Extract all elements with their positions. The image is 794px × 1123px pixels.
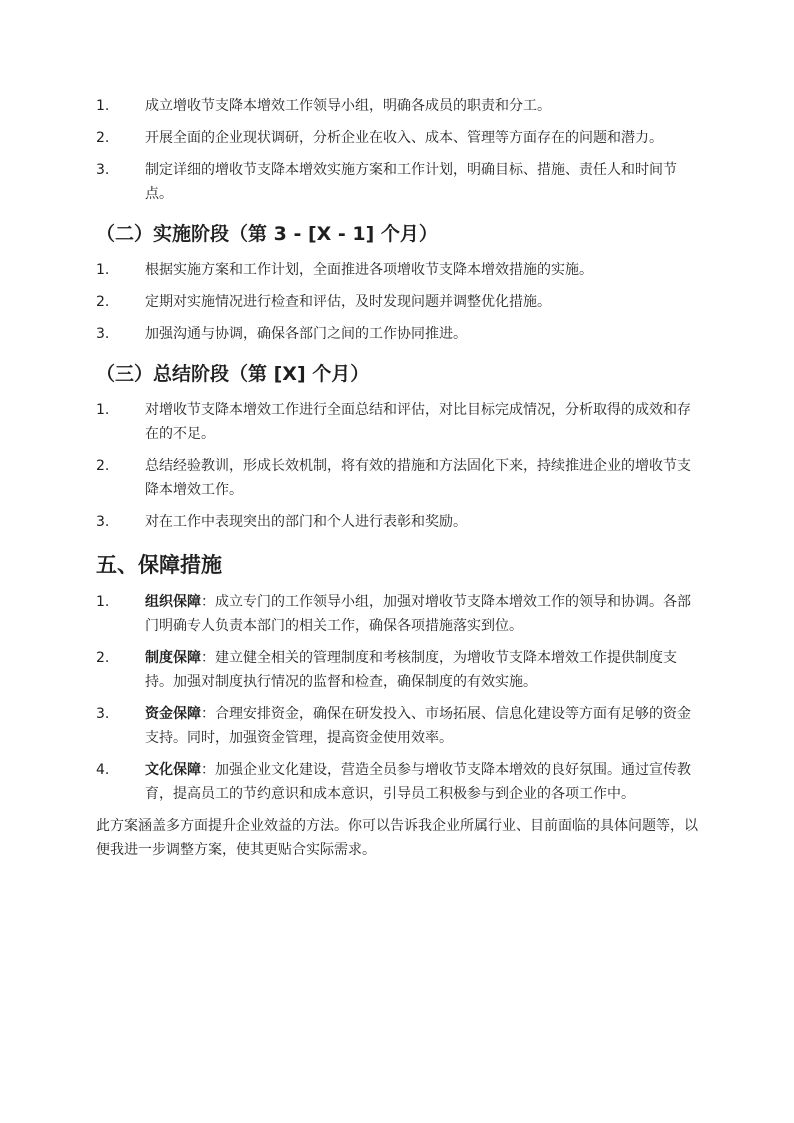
item-content [145, 646, 700, 694]
item-number: 1. [96, 402, 110, 418]
item-text: 合理安排资金，确保在研发投入、市场拓展、信息化建设等方面有足够的资金支持。同时，加强资金管理，提高资金使用效率。 [145, 706, 691, 746]
section-heading-implementation: （二）实施阶段（第 3 - [X - 1] 个月） [96, 223, 438, 245]
preparation-steps-list [96, 94, 700, 206]
item-number: 3. [96, 706, 110, 722]
item-number: 3. [96, 162, 110, 178]
item-content [145, 758, 700, 806]
item-number: 2. [96, 130, 110, 146]
item-label: 资金保障 [145, 706, 201, 722]
document-page [96, 94, 700, 862]
item-number: 3. [96, 514, 110, 530]
item-text: 根据实施方案和工作计划，全面推进各项增收节支降本增效措施的实施。 [145, 262, 593, 278]
list-item [96, 398, 700, 446]
list-item [96, 158, 700, 206]
item-content [145, 702, 700, 750]
item-label: 文化保障 [145, 762, 201, 778]
item-separator: ： [201, 650, 215, 666]
list-item [96, 758, 700, 806]
safeguards-list [96, 590, 700, 806]
list-item [96, 126, 700, 150]
item-text: 对在工作中表现突出的部门和个人进行表彰和奖励。 [145, 514, 467, 530]
item-text: 定期对实施情况进行检查和评估，及时发现问题并调整优化措施。 [145, 294, 551, 310]
item-text: 建立健全相关的管理制度和考核制度，为增收节支降本增效工作提供制度支持。加强对制度执行情况的监督和检查，确保制度的有效实施。 [145, 650, 677, 690]
item-text: 对增收节支降本增效工作进行全面总结和评估，对比目标完成情况，分析取得的成效和存在的不足。 [145, 402, 691, 442]
list-item [96, 258, 700, 282]
list-item [96, 646, 700, 694]
item-text: 成立增收节支降本增效工作领导小组，明确各成员的职责和分工。 [145, 98, 551, 114]
item-number: 2. [96, 458, 110, 474]
list-item [96, 322, 700, 346]
item-separator: ： [201, 594, 215, 610]
item-number: 2. [96, 650, 110, 666]
item-text: 开展全面的企业现状调研，分析企业在收入、成本、管理等方面存在的问题和潜力。 [145, 130, 663, 146]
item-number: 1. [96, 594, 110, 610]
item-separator: ： [201, 762, 215, 778]
closing-paragraph: 此方案涵盖多方面提升企业效益的方法。你可以告诉我企业所属行业、目前面临的具体问题等，以便我进一步调整方案，使其更贴合实际需求。 [96, 818, 698, 858]
item-text: 成立专门的工作领导小组，加强对增收节支降本增效工作的领导和协调。各部门明确专人负责本部门的相关工作，确保各项措施落实到位。 [145, 594, 691, 634]
list-item [96, 590, 700, 638]
list-item [96, 94, 700, 118]
item-separator: ： [201, 706, 215, 722]
item-number: 1. [96, 98, 110, 114]
list-item [96, 290, 700, 314]
item-text: 加强企业文化建设，营造全员参与增收节支降本增效的良好氛围。通过宣传教育，提高员工的节约意识和成本意识，引导员工积极参与到企业的各项工作中。 [145, 762, 691, 802]
item-label: 制度保障 [145, 650, 201, 666]
item-label: 组织保障 [145, 594, 201, 610]
item-text: 加强沟通与协调，确保各部门之间的工作协同推进。 [145, 326, 467, 342]
section-heading-summary: （三）总结阶段（第 [X] 个月） [96, 363, 370, 385]
item-text: 总结经验教训，形成长效机制，将有效的措施和方法固化下来，持续推进企业的增收节支降本增效工作。 [145, 458, 691, 498]
summary-steps-list [96, 398, 700, 534]
section-heading-safeguards: 五、保障措施 [96, 553, 222, 577]
implementation-steps-list [96, 258, 700, 346]
list-item [96, 510, 700, 534]
item-number: 1. [96, 262, 110, 278]
item-number: 3. [96, 326, 110, 342]
item-content [145, 590, 700, 638]
item-number: 2. [96, 294, 110, 310]
list-item [96, 702, 700, 750]
list-item [96, 454, 700, 502]
item-number: 4. [96, 762, 110, 778]
item-text: 制定详细的增收节支降本增效实施方案和工作计划，明确目标、措施、责任人和时间节点。 [145, 162, 677, 202]
